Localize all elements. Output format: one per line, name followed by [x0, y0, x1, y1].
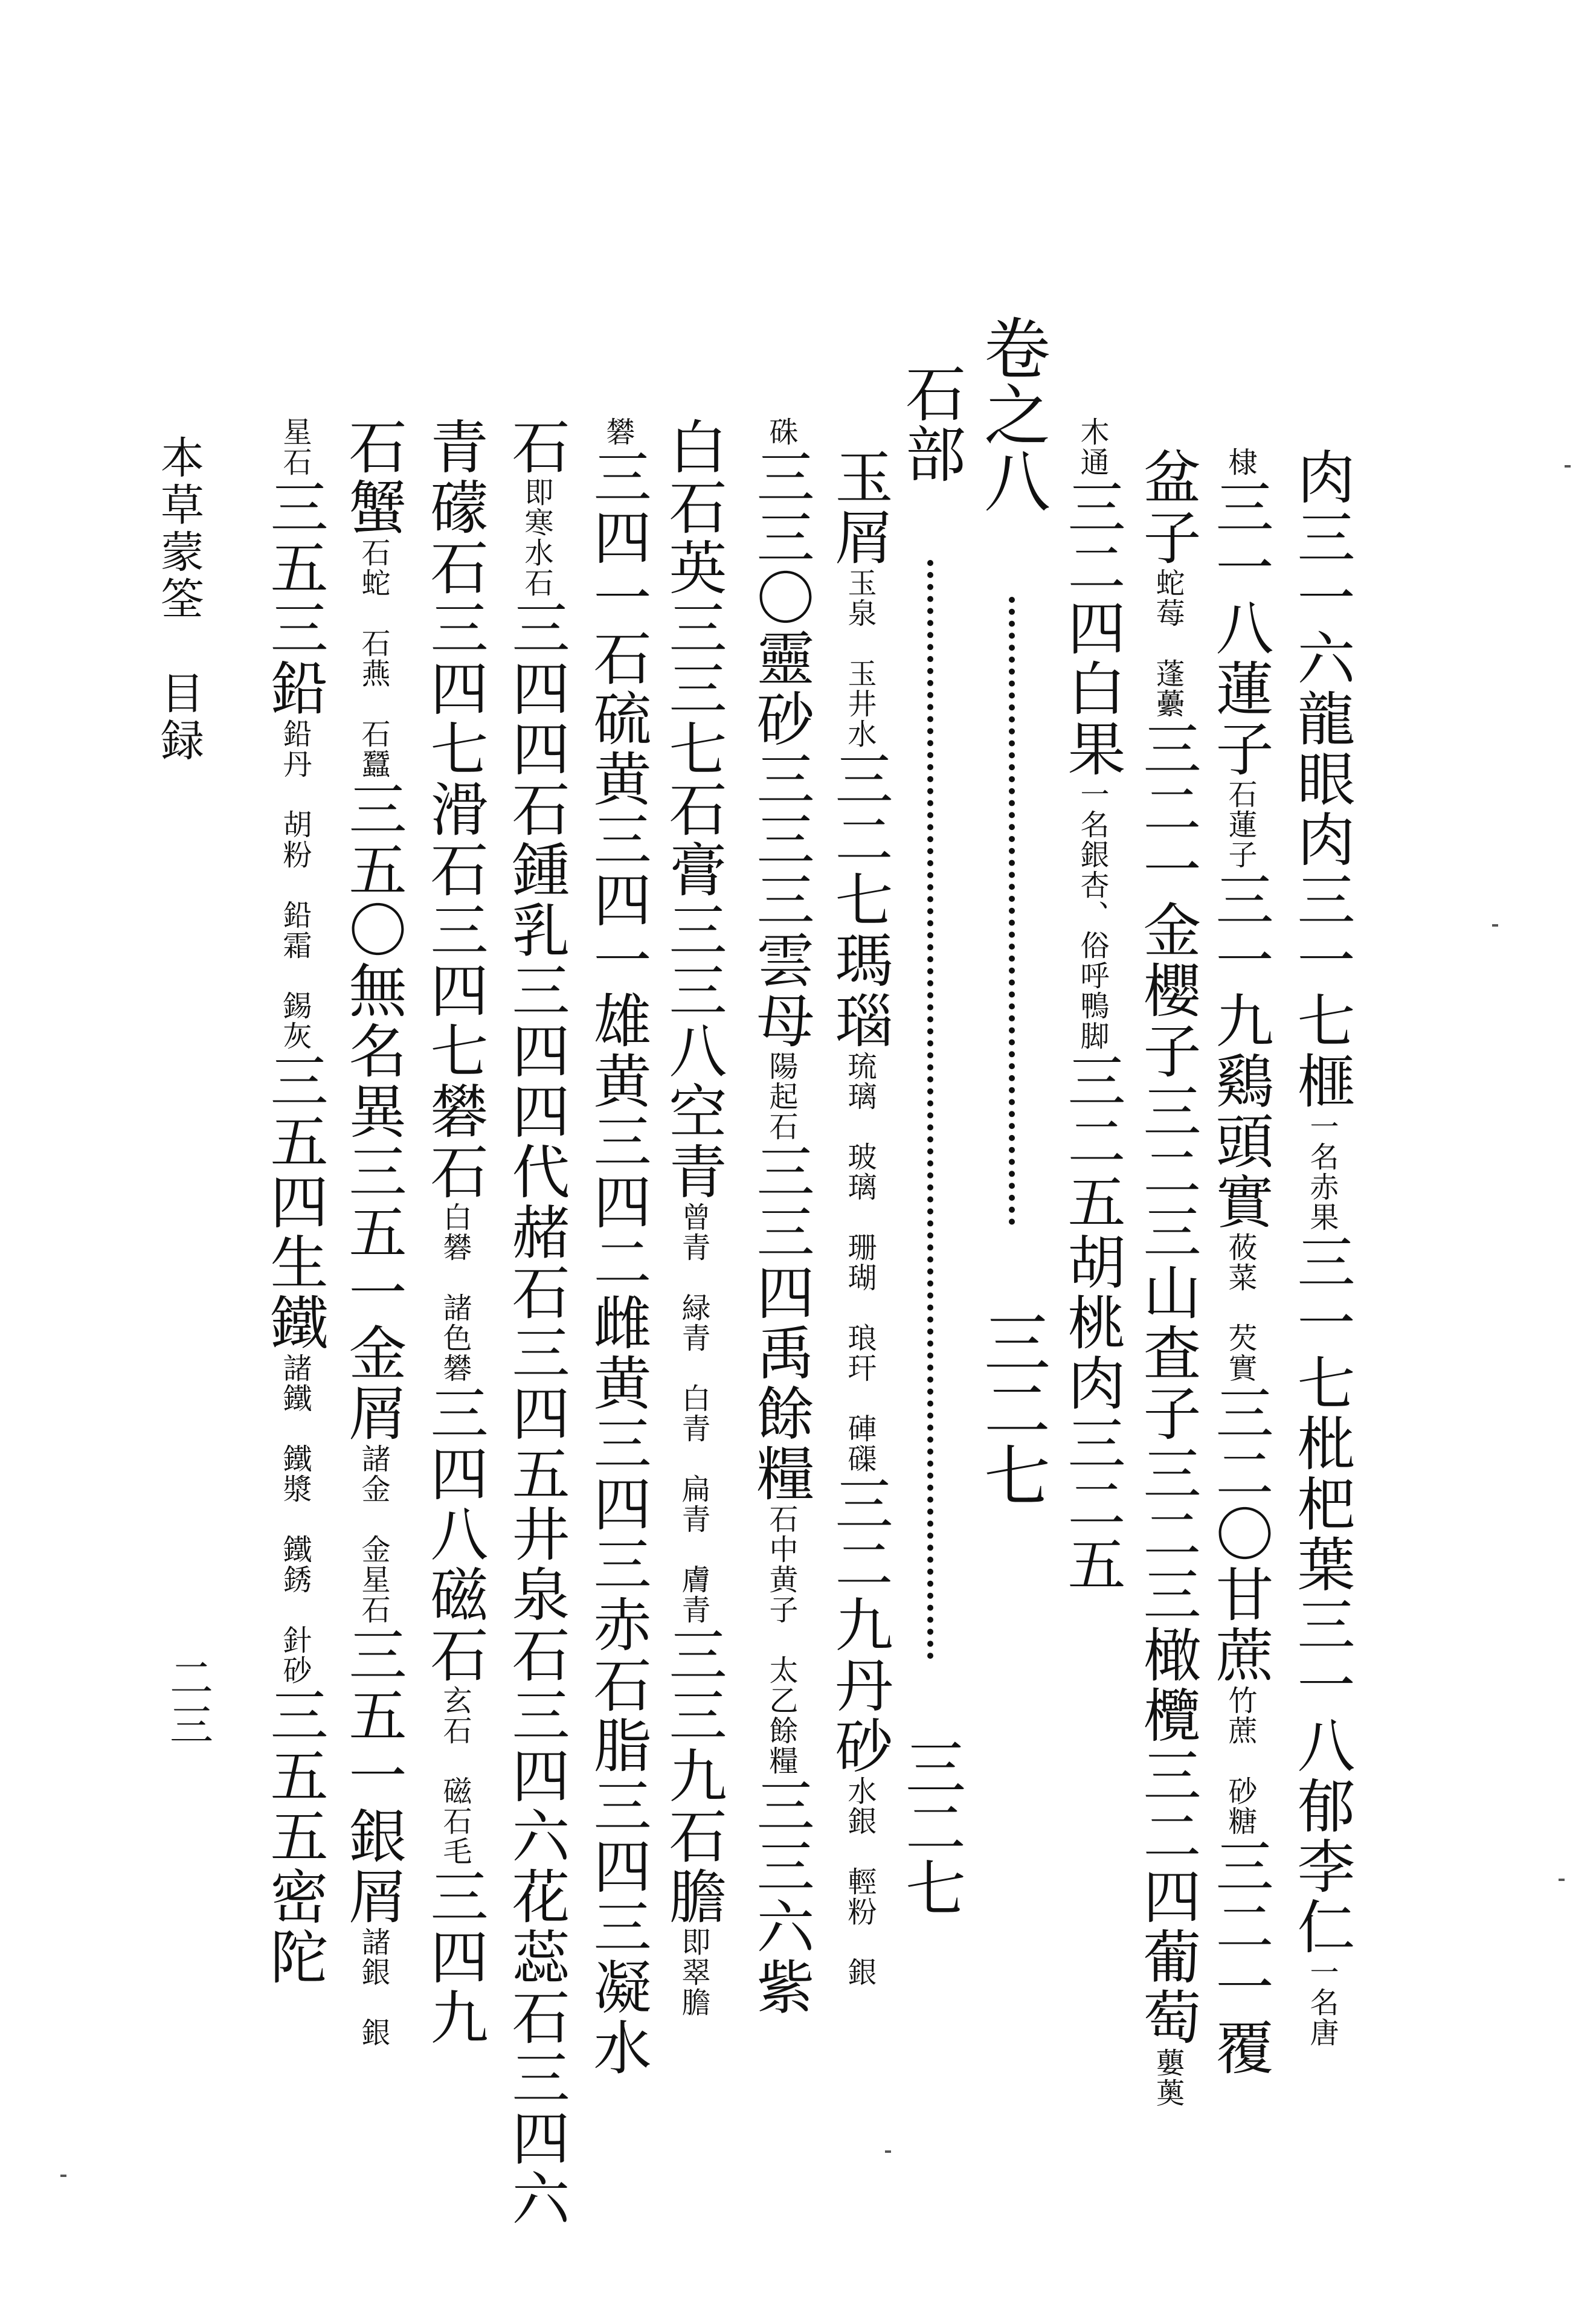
annotation-text: 玄石	[438, 1685, 472, 1746]
text-column-13	[339, 417, 407, 2048]
annotation-text: 水銀	[843, 1776, 877, 1836]
annotation-text: 白青	[677, 1383, 710, 1444]
entry-text: 覆	[1206, 2018, 1274, 2078]
annotation-text: 鉛丹	[278, 719, 312, 779]
entry-text: 郁李仁	[1288, 1776, 1356, 1957]
entry-text: 青礞石三四七	[421, 417, 489, 779]
entry-text: 赤石脂三四三	[584, 1595, 652, 1957]
entry-text: 三一八	[1206, 477, 1274, 658]
annotation-text: 木通	[1075, 417, 1109, 477]
annotation-text: 一名唐	[1305, 1957, 1339, 2048]
entry-text: 井泉石三四六	[503, 1504, 570, 1867]
entry-text: 雲母	[747, 930, 815, 1051]
annotation-text: 芡實	[1223, 1323, 1257, 1383]
entry-text: 三四九	[421, 1867, 489, 2048]
text-column-8	[747, 417, 815, 2018]
entry-text: 盆子	[1134, 447, 1202, 568]
entry-text: 白果	[1058, 658, 1126, 779]
entry-text: 無名異三五一	[339, 960, 407, 1323]
annotation-text: 針砂	[278, 1625, 312, 1685]
annotation-text: 琅玕	[843, 1323, 877, 1383]
entry-text: 三二七	[826, 749, 893, 930]
annotation-text: 礬	[601, 417, 635, 447]
annotation-text: 星石	[278, 417, 312, 477]
entry-text: 三三九	[660, 1625, 727, 1806]
scan-speck	[1559, 1879, 1565, 1881]
entry-text: 胡桃肉三二五	[1058, 1232, 1126, 1595]
entry-text: 生鐵	[261, 1232, 329, 1353]
entry-text: 三五五	[261, 1685, 329, 1867]
annotation-text: 一名赤果	[1305, 1111, 1339, 1232]
annotation-text: 金星石	[356, 1534, 390, 1625]
annotation-text: 莜菜	[1223, 1232, 1257, 1293]
entry-text: 三五一	[339, 1625, 407, 1806]
annotation-text: 石蓮子	[1223, 779, 1257, 870]
annotation-text: 砂糖	[1223, 1776, 1257, 1836]
entry-text: 三二五	[1058, 1051, 1126, 1232]
text-column-10	[584, 417, 652, 2078]
annotation-text: 鐵漿	[278, 1444, 312, 1504]
text-column-7	[826, 447, 893, 1987]
annotation-text: 石蠶	[356, 719, 390, 779]
volume-page-number: 三二七	[973, 1308, 1051, 1508]
entry-text: 蓮子	[1206, 658, 1274, 779]
entry-text: 玉屑	[826, 447, 893, 568]
entry-text: 凝水	[584, 1957, 652, 2078]
annotation-text: 太乙餘糧	[764, 1655, 798, 1776]
volume-heading: 卷之八	[973, 314, 1051, 513]
entry-text: 雌黄三四三	[584, 1293, 652, 1595]
annotation-text: 磁石毛	[438, 1776, 472, 1867]
annotation-text: 石中黄子	[764, 1504, 798, 1625]
section-heading-column	[895, 362, 966, 1917]
entry-text: 鉛	[261, 658, 329, 719]
annotation-text: 白礬	[438, 1202, 472, 1262]
annotation-text: 玻璃	[843, 1142, 877, 1202]
scan-speck	[1492, 924, 1498, 927]
entry-text: 禹餘糧	[747, 1323, 815, 1504]
entry-text: 枇杷葉三一八	[1288, 1413, 1356, 1776]
leader-dots	[927, 560, 933, 1659]
entry-text: 葡萄	[1134, 1927, 1202, 2048]
text-column-12	[421, 417, 489, 2048]
text-column-9	[660, 417, 727, 2018]
entry-text: 金櫻子三二三	[1134, 900, 1202, 1262]
annotation-text: 琉璃	[843, 1051, 877, 1111]
entry-text: 榧	[1288, 1051, 1356, 1111]
annotation-text: 石燕	[356, 628, 390, 689]
section-page-number: 三二七	[895, 1736, 966, 1917]
entry-text: 花蕊石三四六	[503, 1867, 570, 2229]
annotation-text: 諸銀	[356, 1927, 390, 1987]
volume-heading-column	[973, 314, 1051, 1508]
text-column-1	[1288, 447, 1356, 2048]
annotation-text: 輕粉	[843, 1867, 877, 1927]
entry-text: 三三四	[747, 1142, 815, 1323]
entry-text: 密陀	[261, 1867, 329, 1987]
entry-text: 石	[503, 417, 570, 477]
leader-dots	[1009, 597, 1015, 1225]
annotation-text: 銀	[843, 1957, 877, 1987]
entry-text: 三二〇	[1206, 1383, 1274, 1564]
running-title: 本草蒙筌 目録	[153, 435, 204, 765]
annotation-text: 硨磲	[843, 1413, 877, 1474]
entry-text: 三二四	[1058, 477, 1126, 658]
entry-text: 三五三	[261, 477, 329, 658]
text-column-11	[503, 417, 570, 2229]
scan-speck	[885, 2150, 891, 2153]
scan-speck	[60, 2175, 66, 2177]
entry-text: 甘蔗	[1206, 1564, 1274, 1685]
annotation-text: 竹蔗	[1223, 1685, 1257, 1746]
entry-text: 銀屑	[339, 1806, 407, 1927]
entry-text: 空青	[660, 1081, 727, 1202]
entry-text: 丹砂	[826, 1655, 893, 1776]
annotation-text: 一名銀杏、俗呼鴨脚	[1075, 779, 1109, 1051]
annotation-text: 曾青	[677, 1202, 710, 1262]
entry-text: 三三〇	[747, 447, 815, 628]
entry-text: 三二九	[826, 1474, 893, 1655]
entry-text: 三二一	[1134, 719, 1202, 900]
entry-text: 肉三一六	[1288, 447, 1356, 689]
entry-text: 代赭石三四五	[503, 1142, 570, 1504]
entry-text: 磁石	[421, 1564, 489, 1685]
annotation-text: 珊瑚	[843, 1232, 877, 1293]
entry-text: 滑石三四七	[421, 779, 489, 1081]
folio-number: 二三	[162, 1655, 213, 1749]
annotation-text: 蘡薁	[1151, 2048, 1185, 2108]
entry-text: 白石英三三七	[660, 417, 727, 779]
annotation-text: 蓬虆	[1151, 658, 1185, 719]
entry-text: 三三六	[747, 1776, 815, 1957]
entry-text: 石蟹	[339, 417, 407, 538]
entry-text: 礬石	[421, 1081, 489, 1202]
annotation-text: 玉井水	[843, 658, 877, 749]
annotation-text: 蛇莓	[1151, 568, 1185, 628]
entry-text: 三四一	[584, 447, 652, 628]
annotation-text: 扁青	[677, 1474, 710, 1534]
entry-text: 石鍾乳三四四	[503, 779, 570, 1142]
entry-text: 靈砂三三三	[747, 628, 815, 930]
entry-text: 雄黄三四二	[584, 991, 652, 1293]
entry-text: 三五〇	[339, 779, 407, 960]
annotation-text: 玉泉	[843, 568, 877, 628]
entry-text: 三二一	[1206, 1836, 1274, 2018]
annotation-text: 諸鐵	[278, 1353, 312, 1413]
annotation-text: 鐵銹	[278, 1534, 312, 1595]
annotation-text: 棣	[1223, 447, 1257, 477]
entry-text: 石膏三三八	[660, 779, 727, 1081]
text-column-14	[261, 417, 329, 1987]
entry-text: 石硫黄三四一	[584, 628, 652, 991]
entry-text: 紫	[747, 1957, 815, 2018]
entry-text: 三五四	[261, 1051, 329, 1232]
entry-text: 三一七	[1288, 1232, 1356, 1413]
annotation-text: 鉛霜	[278, 900, 312, 960]
annotation-text: 諸色礬	[438, 1293, 472, 1383]
annotation-text: 膚青	[677, 1564, 710, 1625]
annotation-text: 錫灰	[278, 991, 312, 1051]
annotation-text: 硃	[764, 417, 798, 447]
scan-speck	[1565, 465, 1571, 468]
entry-text: 鷄頭實	[1206, 1051, 1274, 1232]
annotation-text: 緑青	[677, 1293, 710, 1353]
annotation-text: 銀	[356, 2018, 390, 2048]
annotation-text: 胡粉	[278, 809, 312, 870]
annotation-text: 石蛇	[356, 538, 390, 598]
section-heading: 石部	[895, 362, 966, 483]
text-column-4	[1058, 417, 1126, 1595]
entry-text: 山査子三二三	[1134, 1262, 1202, 1625]
entry-text: 三四四	[503, 598, 570, 779]
entry-text: 三四八	[421, 1383, 489, 1564]
entry-text: 金屑	[339, 1323, 407, 1444]
entry-text: 橄欖三二四	[1134, 1625, 1202, 1927]
entry-text: 瑪瑙	[826, 930, 893, 1051]
annotation-text: 即寒水石	[520, 477, 553, 598]
annotation-text: 陽起石	[764, 1051, 798, 1142]
text-column-3	[1134, 447, 1202, 2108]
entry-text: 龍眼肉三一七	[1288, 689, 1356, 1051]
annotation-text: 諸金	[356, 1444, 390, 1504]
entry-text: 石膽	[660, 1806, 727, 1927]
annotation-text: 即翠膽	[677, 1927, 710, 2018]
entry-text: 三一九	[1206, 870, 1274, 1051]
text-column-2	[1206, 447, 1274, 2078]
